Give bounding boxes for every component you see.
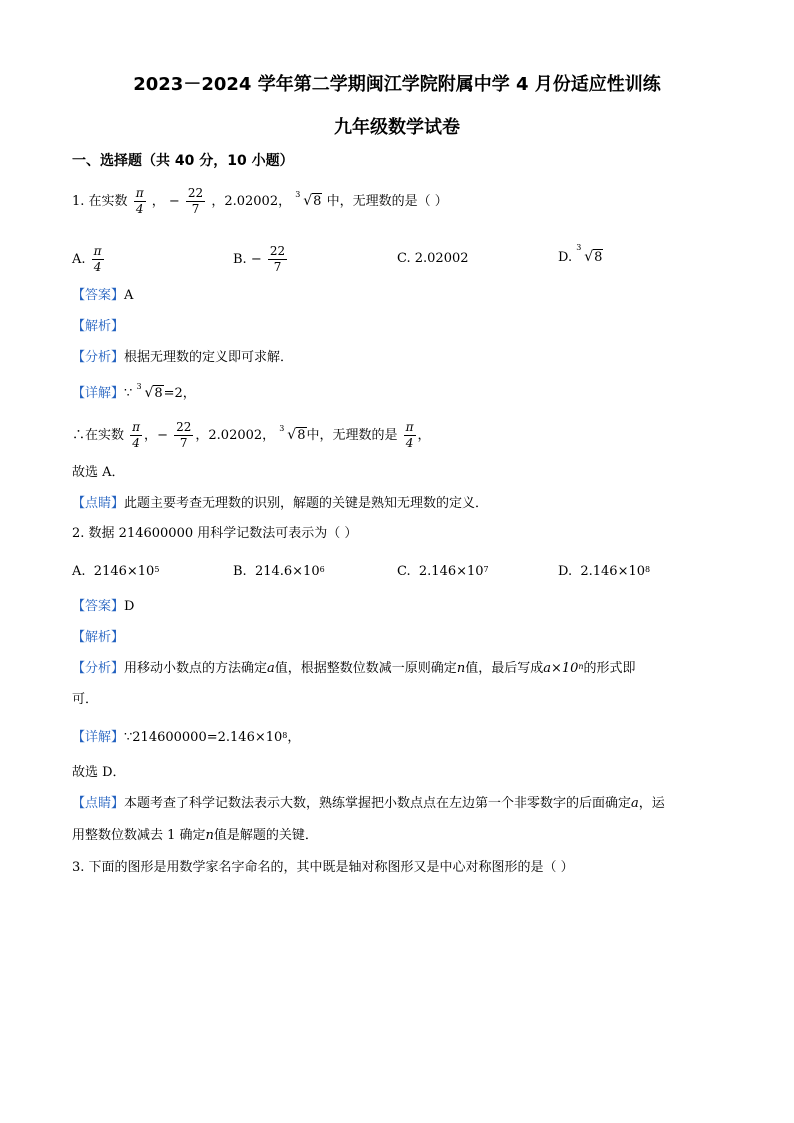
q2-choose: 故选 D． bbox=[72, 765, 126, 780]
frac-num: π bbox=[135, 186, 144, 200]
comment-text: 用整数位数减去 1 确定 bbox=[72, 828, 206, 843]
form-base: a×10 bbox=[543, 661, 579, 676]
analysis-tag: 【分析】 bbox=[72, 350, 125, 365]
detail-tag: 【详解】 bbox=[72, 730, 125, 745]
therefore-frac-pi bbox=[130, 420, 142, 451]
option-label: D. bbox=[558, 564, 573, 579]
option-exp: 8 bbox=[645, 565, 651, 574]
var-n: n bbox=[205, 828, 214, 843]
answer-tag: 【答案】 bbox=[72, 288, 125, 303]
root-index: 3 bbox=[295, 190, 301, 199]
option-exp: 5 bbox=[154, 565, 160, 574]
answer-value: D bbox=[124, 599, 135, 614]
q1-suffix: 中，无理数的是（ ） bbox=[326, 194, 448, 209]
frac-num: π bbox=[405, 420, 414, 434]
frac-den: 4 bbox=[405, 436, 414, 450]
frac-den: 4 bbox=[132, 436, 140, 450]
frac-den: 7 bbox=[273, 260, 282, 274]
therefore-root: 3 √8 bbox=[279, 425, 306, 446]
q2-analysis bbox=[72, 659, 636, 679]
frac-num: 22 bbox=[187, 186, 204, 200]
q1-detail bbox=[72, 383, 196, 404]
therefore-minus: − bbox=[157, 428, 168, 443]
option-base: 2.146×10 bbox=[580, 564, 646, 579]
root-body: 8 bbox=[297, 428, 306, 443]
therefore-frac-answer bbox=[404, 420, 416, 451]
analysis-text: 用移动小数点的方法确定 bbox=[124, 661, 268, 676]
because-symbol: ∵ bbox=[124, 386, 133, 401]
therefore-end: ， bbox=[417, 428, 431, 443]
detail-end: ， bbox=[287, 730, 301, 745]
q1-option-c: C. 2.02002 bbox=[397, 251, 469, 266]
root-index: 3 bbox=[136, 382, 142, 391]
q1-option-b bbox=[233, 244, 289, 275]
q2-answer bbox=[72, 597, 134, 617]
option-b-frac bbox=[268, 244, 287, 275]
detail-tag: 【详解】 bbox=[72, 386, 125, 401]
detail-text: ∵214600000=2.146×10 bbox=[124, 730, 283, 745]
comment-tag: 【点睛】 bbox=[72, 796, 125, 811]
var-n: n bbox=[456, 661, 466, 676]
therefore-prefix: ∴在实数 bbox=[72, 428, 125, 443]
q1-prefix: 1. 在实数 bbox=[72, 194, 128, 209]
analysis-text: 值，最后写成 bbox=[465, 661, 544, 676]
option-label: A. bbox=[72, 252, 86, 267]
option-label: A. bbox=[72, 564, 86, 579]
q1-therefore bbox=[72, 420, 431, 451]
root-index: 3 bbox=[576, 243, 582, 252]
title-line-1: 2023－2024 学年第二学期闽江学院附属中学 4 月份适应性训练 bbox=[133, 74, 661, 95]
option-exp: 6 bbox=[319, 565, 325, 574]
q1-comment bbox=[72, 494, 488, 514]
q1-minus: − bbox=[168, 194, 180, 209]
q2-detail bbox=[72, 728, 300, 748]
q1-stem bbox=[72, 186, 448, 217]
answer-tag: 【答案】 bbox=[72, 599, 125, 614]
q2-stem: 2. 数据 214600000 用科学记数法可表示为（ ） bbox=[72, 526, 358, 541]
comment-text: 值是解题的关键． bbox=[213, 828, 318, 843]
frac-num: π bbox=[132, 420, 141, 434]
q1-choose: 故选 A． bbox=[72, 465, 125, 480]
option-label: D. bbox=[558, 250, 573, 265]
answer-value: A bbox=[124, 288, 134, 303]
analysis-text: 的形式即 bbox=[583, 661, 636, 676]
frac-den: 4 bbox=[93, 260, 102, 274]
option-a-frac bbox=[92, 244, 104, 275]
root-body: 8 bbox=[313, 194, 322, 209]
therefore-comma: ， bbox=[144, 428, 158, 443]
title-line-2: 九年级数学试卷 bbox=[334, 117, 460, 138]
q1-option-d bbox=[558, 243, 603, 265]
q1-answer bbox=[72, 286, 133, 306]
frac-den: 7 bbox=[179, 436, 188, 450]
comment-text: ，运 bbox=[638, 796, 665, 811]
analysis-text: 根据无理数的定义即可求解． bbox=[124, 350, 294, 365]
comment-text: 此题主要考查无理数的识别，解题的关键是熟知无理数的定义． bbox=[124, 496, 489, 511]
q1-list: ，2.02002， bbox=[211, 194, 292, 209]
form-exp: n bbox=[578, 662, 584, 671]
comment-text: 本题考查了科学记数法表示大数，熟练掌握把小数点点在左边第一个非零数字的后面确定 bbox=[124, 796, 632, 811]
q2-analysis-line2: 可． bbox=[72, 692, 99, 707]
q2-option-a bbox=[72, 562, 159, 582]
option-label: B. bbox=[233, 252, 247, 267]
q2-option-d bbox=[558, 562, 650, 582]
frac-den: 7 bbox=[191, 202, 200, 216]
root-body: 8 bbox=[154, 386, 163, 401]
therefore-list: ，2.02002， bbox=[195, 428, 276, 443]
var-a: a bbox=[631, 796, 639, 811]
q2-option-c bbox=[397, 562, 489, 582]
q1-analysis bbox=[72, 348, 293, 368]
analysis-text: 值，根据整数位数减一原则确定 bbox=[274, 661, 457, 676]
detail-root: 3 √8 bbox=[136, 383, 163, 404]
option-d-root: 3 √8 bbox=[576, 243, 603, 265]
frac-num: 22 bbox=[269, 244, 286, 258]
frac-num: 22 bbox=[176, 420, 192, 434]
therefore-text: 中，无理数的是 bbox=[306, 428, 398, 443]
detail-exp: 8 bbox=[282, 731, 288, 740]
q2-comment bbox=[72, 794, 665, 814]
option-minus: − bbox=[250, 252, 262, 267]
q1-jiexi-tag: 【解析】 bbox=[72, 319, 125, 334]
detail-result: =2， bbox=[163, 386, 196, 401]
comment-tag: 【点睛】 bbox=[72, 496, 125, 511]
option-label: C. bbox=[397, 564, 411, 579]
q2-comment-line2 bbox=[72, 826, 318, 846]
q3-stem: 3. 下面的图形是用数学家名字命名的，其中既是轴对称图形又是中心对称图形的是（ ） bbox=[72, 860, 574, 875]
frac-den: 4 bbox=[135, 202, 144, 216]
root-index: 3 bbox=[279, 424, 285, 433]
analysis-tag: 【分析】 bbox=[72, 661, 125, 676]
q2-option-b bbox=[233, 562, 325, 582]
q1-option-a bbox=[72, 244, 106, 275]
q1-cube-root-8: 3 √8 bbox=[295, 191, 322, 212]
therefore-frac-22 bbox=[174, 420, 193, 451]
option-exp: 7 bbox=[483, 565, 489, 574]
option-base: 214.6×10 bbox=[254, 564, 320, 579]
q1-frac-pi-over-4 bbox=[134, 186, 146, 217]
q1-comma: ， bbox=[151, 194, 165, 209]
root-body: 8 bbox=[594, 250, 603, 265]
option-base: 2146×10 bbox=[93, 564, 155, 579]
var-a: a bbox=[267, 661, 275, 676]
q2-jiexi-tag: 【解析】 bbox=[72, 630, 125, 645]
option-base: 2.146×10 bbox=[418, 564, 484, 579]
q1-frac-22-over-7 bbox=[186, 186, 205, 217]
option-label: B. bbox=[233, 564, 247, 579]
frac-num: π bbox=[93, 244, 102, 258]
section-heading: 一、选择题（共 40 分，10 小题） bbox=[72, 153, 294, 169]
